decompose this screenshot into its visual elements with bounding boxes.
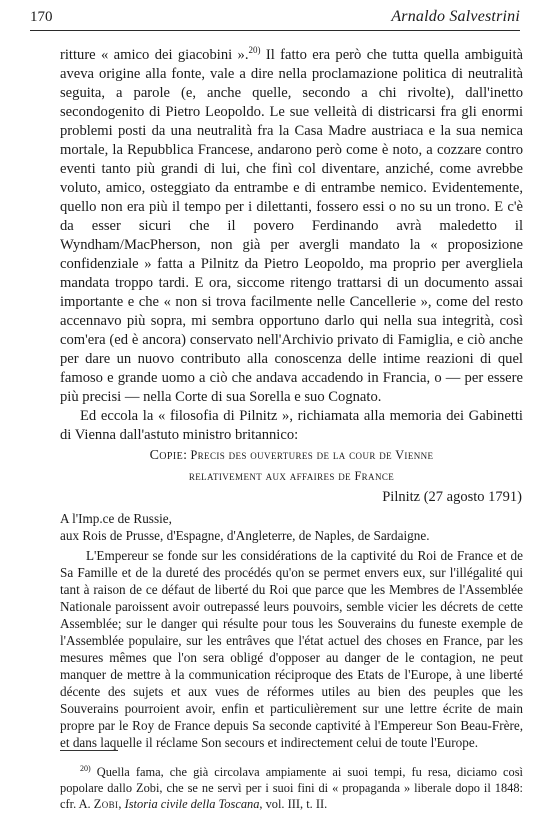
running-head: Arnaldo Salvestrini [391, 8, 520, 25]
footnote [60, 764, 523, 812]
addressee-line: aux Rois de Prusse, d'Espagne, d'Angleterre, de Naples, de Sardaigne. [60, 528, 430, 543]
document-title [60, 445, 523, 487]
document-date: Pilnitz (27 agosto 1791) [382, 489, 522, 505]
footnote-work-title: Istoria civile della Toscana [124, 797, 260, 811]
document-title-rest: Precis des ouvertures de la cour de Vienne [190, 448, 434, 462]
addressee-line: A l'Imp.ce de Russie, [60, 511, 172, 526]
footnote-author: Zobi [93, 797, 119, 811]
header-rule [30, 30, 520, 31]
quoted-document [60, 510, 523, 751]
main-text [60, 46, 523, 445]
paragraph [60, 46, 523, 407]
page-number: 170 [30, 9, 53, 25]
paragraph-text: Il fatto era però che tutta quella ambiguità aveva origine alla fonte, vale a dire nella proclamazione politica di neutralità seguita, a parole (e, anche quelle, secondo a chi rivolte), dall'inetto secondogenito di Pietro Leopoldo. Le sue velleità di districarsi fra gli enormi problemi posti da una neutralità fra la Casa Madre austriaca e la sua nemica mortale, la Repubblica Francese, andarono però come è noto, a cozzare contro eventi tanto più grandi di lui, che finì col diventare, anziché, come avrebbe voluto, amico, osteggiato da entrambe e di entrambe nemico. Evidentemente, quello non era più il tempo per i dilettanti, fossero essi o no su un trono. E c'è da esser sicuri che il povero Ferdinando avrà maledetto il Wyndham/MacPherson, non già per avergli mandato la « proposizione confidenziale » fatta a Pilnitz da Pietro Leopoldo, ma proprio per avergliela mandata troppo tardi. E ora, siccome ritengo trattarsi di un documento assai importante e che « non si trova facilmente nelle Cancellerie », come del resto accennavo più sopra, mi sembra opportuno darlo qui nella sua integrità, così com'era (ed è ancora) conservato nell'Archivio privato di Famiglia, e ciò anche per dare un nuovo contributo alla conoscenza delle intime reazioni di quel famoso e grande uomo a ciò che andava accadendo in Francia, o — per essere più precisi — nella Corte di sua Sorella e suo Cognato. [60, 47, 523, 405]
paragraph: Ed eccola la « filosofia di Pilnitz », richiamata alla memoria dei Gabinetti di Vienna dall'astuto ministro britannico: [60, 408, 523, 443]
footnote-separator: , [118, 797, 125, 811]
footnote-text: , vol. III, t. II. [259, 797, 328, 811]
page-header [30, 6, 520, 28]
paragraph-text: ritture « amico dei giacobini ». [60, 47, 249, 63]
document-body: L'Empereur se fonde sur les considérations de la captivité du Roi de France et de Sa Famille et de la dureté des procédés qu'on se permet envers eux, sur l'illégalité qui tant à raison de ce défaut de liberté du Roi que parce que les Membres de l'Assemblée Nationale paroissent avoir outrepassé leurs pouvoirs, semble vicier les décrets de cette Assemblée; sur le danger qui résulte pour tous les Souverains du funeste exemple de l'Assemblée populaire, sur les entrâves que l'état actuel des choses en France, par les mesures mêmes que l'on sera obligé d'opposer au danger de le contagion, ne peut manquer de mettre à la communication réciproque des Etats de l'Europe, à une liberté décente des sujets et aux vues de réformes utiles au bien des peuples que les Souverains pourroient avoir, enfin et particulièrement sur une lettre écrite de main propre par le Roy de France depuis Sa seconde captivité à l'Empereur Son Beau-Frère, et dans laquelle il réclame Son secours et indirectement celui de toute l'Europe. [60, 548, 523, 750]
document-title-line-2: relativement aux affaires de France [188, 469, 395, 483]
document-title-lead: Copie: [149, 448, 188, 463]
document-title-line-1 [60, 445, 523, 466]
footnote-reference[interactable]: 20) [248, 45, 261, 56]
footnote-text: Quella fama, che già circolava ampiamente ai suoi tempi, fu resa, diciamo così popolare dallo Zobi, che se ne servì per i suoi fini di « propaganda » liberale dopo il 1848: cfr. A. [60, 765, 523, 811]
footnote-mark: 20) [80, 763, 91, 773]
footnote-rule [60, 750, 118, 751]
